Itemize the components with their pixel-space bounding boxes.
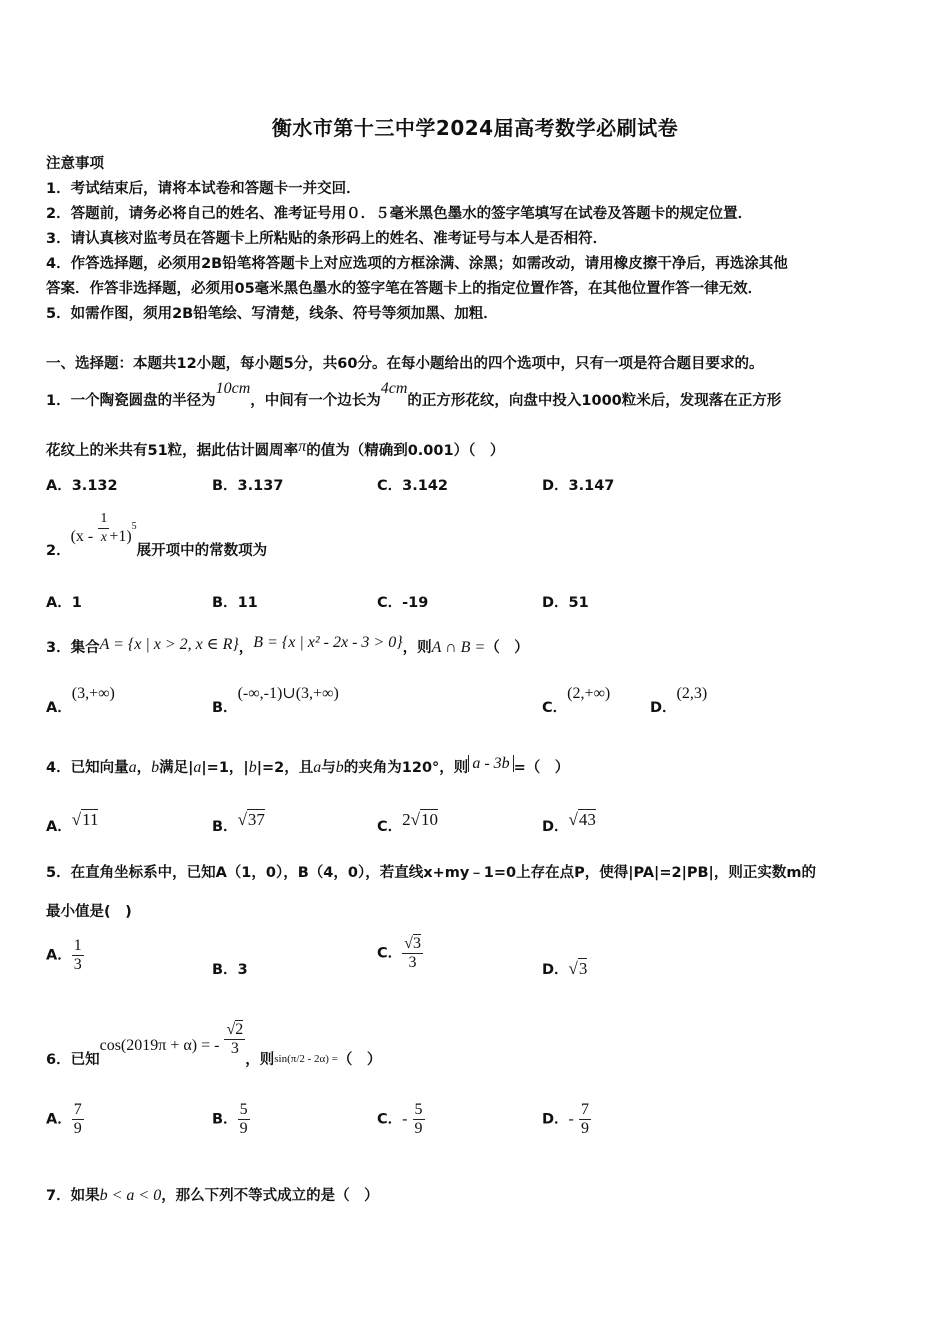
q3-set-a: A = {x | x > 2, x ∈ R} — [99, 636, 239, 653]
denominator: 9 — [239, 1120, 248, 1137]
q4-text: 的夹角为120°，则 — [343, 760, 469, 776]
fraction — [579, 1101, 591, 1138]
q6-option-c — [377, 1101, 425, 1138]
q6-option-a — [46, 1101, 84, 1138]
option-value: (-∞,-1)∪(3,+∞) — [237, 685, 339, 702]
note-item: 1．考试结束后，请将本试卷和答题卡一并交回． — [46, 181, 361, 197]
q4-option-c — [377, 810, 438, 836]
q2-option-b — [212, 591, 258, 612]
q4-text: 满足| — [159, 760, 194, 776]
q6-sin-expr: sin(π/2 - 2α) = — [274, 1052, 338, 1065]
q1-math-pi: π — [298, 438, 307, 455]
q2-option-c — [377, 591, 428, 612]
q4-text: =（ ） — [513, 760, 570, 776]
option-value: (2,+∞) — [567, 685, 611, 702]
radicand: 37 — [247, 810, 265, 829]
radicand: 3 — [578, 959, 588, 978]
option-label: D． — [542, 962, 569, 978]
option-value: 3 — [237, 962, 248, 978]
q2-expr-right: +1) — [109, 527, 132, 545]
q2-expr-left: (x - — [70, 527, 94, 545]
option-label: C． — [377, 595, 403, 611]
q1-text: 的值为（精确到0.001）（ ） — [306, 443, 505, 459]
q5-option-a — [46, 937, 84, 974]
denominator: 3 — [408, 954, 417, 971]
note-item: 4．作答选择题，必须用2B铅笔将答题卡上对应选项的方框涂满、涂黑；如需改动，请用橡皮擦干净后，再选涂其他 — [46, 256, 788, 272]
notes-heading: 注意事项 — [46, 156, 104, 172]
question-4 — [46, 756, 569, 777]
q4-option-d — [542, 810, 596, 836]
question-2 — [46, 510, 268, 559]
q4-option-a — [46, 810, 99, 836]
q6-cos-expr: cos(2019π + α) = - — [99, 1036, 220, 1054]
q6-text: 6．已知 — [46, 1051, 100, 1068]
page-title: 衡水市第十三中学2024届高考数学必刷试卷 — [271, 116, 679, 140]
option-label: B． — [212, 1111, 238, 1128]
q6-text: ，则 — [245, 1051, 275, 1068]
radicand: 10 — [421, 810, 438, 829]
q1-math-side: 4cm — [380, 380, 408, 397]
denominator: 3 — [73, 956, 82, 973]
q2-option-d — [542, 591, 589, 612]
q1-option-a: A．3.132 — [46, 478, 118, 494]
numerator: 1 — [73, 937, 82, 954]
option-label: C． — [377, 819, 403, 835]
q6-text: （ ） — [337, 1051, 382, 1068]
q1-text: 花纹上的米共有51粒，据此估计圆周率 — [46, 443, 299, 459]
denominator: 9 — [73, 1120, 82, 1137]
q7-math: b < a < 0 — [99, 1187, 162, 1204]
q3-option-a — [46, 685, 115, 717]
option-label: C． — [377, 1111, 403, 1128]
q2-exponent: 5 — [131, 520, 137, 532]
q5-option-b — [212, 958, 248, 979]
question-5-line-1: 5．在直角坐标系中，已知A（1，0），B（4，0），若直线x+my﹣1=0上存在点P，使得|PA|=2|PB|，则正实数m的 — [46, 865, 816, 881]
option-label: A． — [46, 1111, 72, 1128]
note-item: 3．请认真核对监考员在答题卡上所粘贴的条形码上的姓名、准考证号与本人是否相符． — [46, 231, 608, 247]
question-5-line-2: 最小值是( ) — [46, 904, 132, 920]
q4-vec-a: a — [313, 759, 322, 776]
denominator: 3 — [230, 1040, 239, 1057]
numerator: 7 — [73, 1101, 82, 1118]
q2-frac-numerator: 1 — [98, 510, 109, 529]
q3-set-b: B = {x | x² - 2x - 3 > 0} — [253, 634, 403, 651]
q4-text: 与 — [321, 760, 336, 776]
option-label: B． — [212, 962, 238, 978]
option-value: 1 — [71, 595, 82, 611]
sqrt-value: √3 — [568, 959, 588, 978]
q1-text: 1．一个陶瓷圆盘的半径为 — [46, 393, 216, 409]
q6-option-d — [542, 1101, 591, 1138]
q4-vec-b: b — [335, 759, 344, 776]
option-value: (3,+∞) — [71, 685, 115, 702]
sqrt-value: 2√10 — [402, 810, 438, 829]
numerator: √2 — [226, 1021, 244, 1038]
q4-text: |=2，且 — [256, 760, 314, 776]
q5-option-d — [542, 958, 587, 979]
option-label: A． — [46, 595, 72, 611]
q3-text: （ ） — [485, 640, 529, 656]
option-label: A． — [46, 819, 72, 835]
question-1-line-1 — [46, 380, 782, 410]
option-label: B． — [212, 700, 238, 716]
denominator: 9 — [414, 1120, 423, 1137]
option-label: D． — [542, 595, 569, 611]
q4-vec-b: b — [151, 759, 160, 776]
option-label: C． — [377, 945, 403, 962]
option-value: 51 — [568, 595, 589, 611]
q1-option-b: B．3.137 — [212, 478, 284, 494]
q7-text: ，那么下列不等式成立的是（ ） — [161, 1188, 379, 1204]
sqrt-value: √11 — [71, 810, 99, 829]
q4-abs-expr: a - 3b — [468, 755, 513, 772]
q4-vec-a: a — [193, 759, 202, 776]
radicand: 11 — [82, 810, 99, 829]
q1-math-radius: 10cm — [215, 380, 251, 397]
note-item: 答案．作答非选择题，必须用05毫米黑色墨水的签字笔在答题卡上的指定位置作答，在其他位置作答一律无效． — [46, 281, 763, 297]
q1-option-c: C．3.142 — [377, 478, 449, 494]
fraction — [72, 937, 84, 974]
numerator: 7 — [580, 1101, 589, 1118]
option-label: A． — [46, 700, 72, 716]
numerator: 5 — [414, 1101, 423, 1118]
q4-text: 4．已知向量 — [46, 760, 129, 776]
q2-number: 2． — [46, 542, 71, 559]
option-label: C． — [542, 700, 568, 716]
q4-text: ， — [136, 760, 152, 776]
q6-option-b — [212, 1101, 250, 1138]
q2-option-a — [46, 591, 82, 612]
fraction — [413, 1101, 425, 1138]
fraction — [238, 1101, 250, 1138]
q1-text: 的正方形花纹，向盘中投入1000粒米后，发现落在正方形 — [407, 393, 782, 409]
q3-text: 3．集合 — [46, 640, 100, 656]
sqrt-value: √43 — [568, 810, 596, 829]
q3-math: A ∩ B = — [431, 639, 486, 656]
option-value: 11 — [237, 595, 258, 611]
note-item: 2．答题前，请务必将自己的姓名、准考证号用０．５毫米黑色墨水的签字笔填写在试卷及答题卡的规定位置． — [46, 206, 753, 222]
q1-text: ，中间有一个边长为 — [250, 393, 381, 409]
option-label: D． — [542, 1111, 569, 1128]
coefficient: 2 — [402, 810, 411, 829]
q5-option-c — [377, 935, 423, 972]
question-1-line-2 — [46, 439, 504, 460]
q4-vec-a: a — [128, 759, 137, 776]
fraction — [402, 935, 423, 972]
section-header: 一、选择题：本题共12小题，每小题5分，共60分。在每小题给出的四个选项中，只有一项是符合题目要求的。 — [46, 356, 764, 372]
radicand: 3 — [412, 935, 421, 952]
option-label: B． — [212, 595, 238, 611]
q4-text: |=1，| — [201, 760, 249, 776]
q3-option-d — [650, 685, 708, 717]
option-label: B． — [212, 819, 238, 835]
option-label: A． — [46, 947, 72, 964]
q3-text: ， — [238, 640, 254, 656]
q3-option-c — [542, 685, 611, 717]
q7-text: 7．如果 — [46, 1188, 100, 1204]
radicand: 2 — [235, 1021, 244, 1038]
sqrt-value: √37 — [237, 810, 265, 829]
minus-sign: - — [568, 1110, 574, 1128]
question-3 — [46, 636, 529, 657]
option-value: -19 — [402, 595, 429, 611]
numerator: 5 — [239, 1101, 248, 1118]
q2-frac-denominator: x — [100, 530, 107, 545]
denominator: 9 — [580, 1120, 589, 1137]
radicand: 43 — [578, 810, 596, 829]
q6-fraction — [224, 1021, 245, 1058]
minus-sign: - — [402, 1110, 408, 1128]
q3-option-b — [212, 685, 339, 717]
q2-text: 展开项中的常数项为 — [136, 542, 268, 559]
option-label: D． — [650, 700, 677, 716]
q1-option-d: D．3.147 — [542, 478, 615, 494]
question-7 — [46, 1184, 379, 1205]
q2-fraction — [98, 510, 109, 547]
option-label: D． — [542, 819, 569, 835]
numerator: √3 — [404, 935, 421, 952]
q3-text: ，则 — [402, 640, 432, 656]
option-value: (2,3) — [676, 685, 708, 702]
note-item: 5．如需作图，须用2B铅笔绘、写清楚，线条、符号等须加黑、加粗． — [46, 306, 498, 322]
q4-option-b — [212, 810, 265, 836]
fraction — [72, 1101, 84, 1138]
q4-vec-b: b — [248, 759, 257, 776]
